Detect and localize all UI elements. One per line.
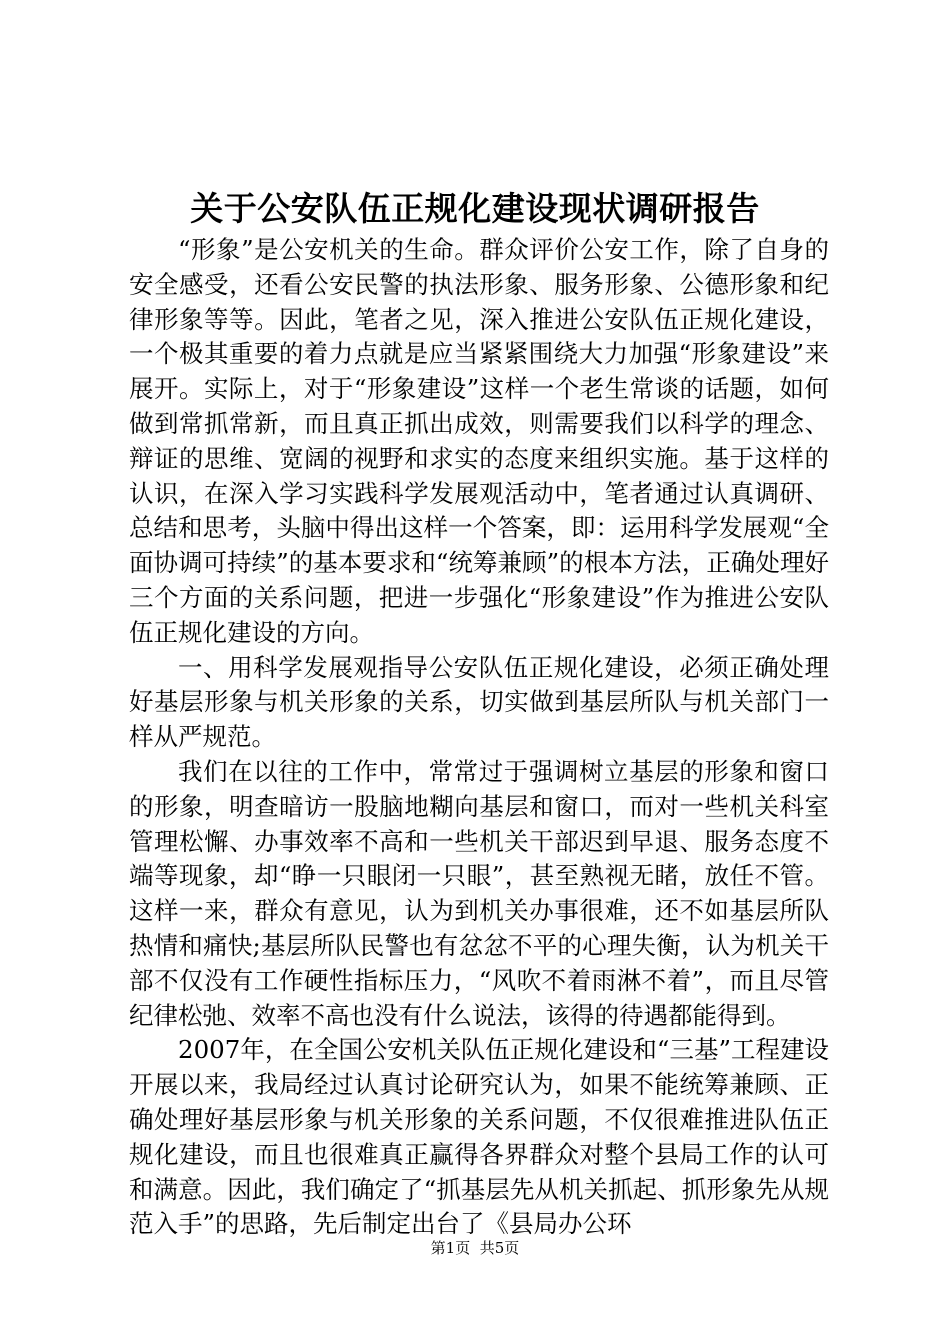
document-title: 关于公安队伍正规化建设现状调研报告 bbox=[190, 189, 760, 228]
page-total: 共5页 bbox=[479, 1239, 520, 1257]
paragraph-2007: 2007年，在全国公安机关队伍正规化建设和“三基”工程建设开展以来，我局经过认真讨论研究认为，如果不能统筹兼顾、正确处理好基层形象与机关形象的关系问题，不仅很难推进队伍正规化建设，而且也很难真正赢得各界群众对整个县局工作的认可和满意。因此，我们确定了“抓基层先从机关抓起、抓形象先从规范入手”的思路，先后制定出台了《县局办公环 bbox=[129, 1035, 829, 1239]
paragraph-past-work: 我们在以往的工作中，常常过于强调树立基层的形象和窗口的形象，明查暗访一股脑地糊向基层和窗口，而对一些机关科室管理松懈、办事效率不高和一些机关干部迟到早退、服务态度不端等现象，却“睁一只眼闭一只眼”，甚至熟视无睹，放任不管。这样一来，群众有意见，认为到机关办事很难，还不如基层所队热情和痛快;基层所队民警也有忿忿不平的心理失衡，认为机关干部不仅没有工作硬性指标压力，“风吹不着雨淋不着”，而且尽管纪律松弛、效率不高也没有什么说法，该得的待遇都能得到。 bbox=[129, 756, 829, 1030]
document-body bbox=[129, 233, 829, 1242]
page-footer bbox=[0, 1238, 950, 1258]
paragraph-section-one-heading: 一、用科学发展观指导公安队伍正规化建设，必须正确处理好基层形象与机关形象的关系，切实做到基层所队与机关部门一样从严规范。 bbox=[129, 652, 829, 752]
paragraph-intro: “形象”是公安机关的生命。群众评价公安工作，除了自身的安全感受，还看公安民警的执法形象、服务形象、公德形象和纪律形象等等。因此，笔者之见，深入推进公安队伍正规化建设，一个极其重要的着力点就是应当紧紧围绕大力加强“形象建设”来展开。实际上，对于“形象建设”这样一个老生常谈的话题，如何做到常抓常新，而且真正抓出成效，则需要我们以科学的理念、辩证的思维、宽阔的视野和求实的态度来组织实施。基于这样的认识，在深入学习实践科学发展观活动中，笔者通过认真调研、总结和思考，头脑中得出这样一个答案，即：运用科学发展观“全面协调可持续”的基本要求和“统筹兼顾”的根本方法，正确处理好三个方面的关系问题，把进一步强化“形象建设”作为推进公安队伍正规化建设的方向。 bbox=[129, 235, 829, 647]
page-number: 第1页 bbox=[430, 1239, 471, 1257]
